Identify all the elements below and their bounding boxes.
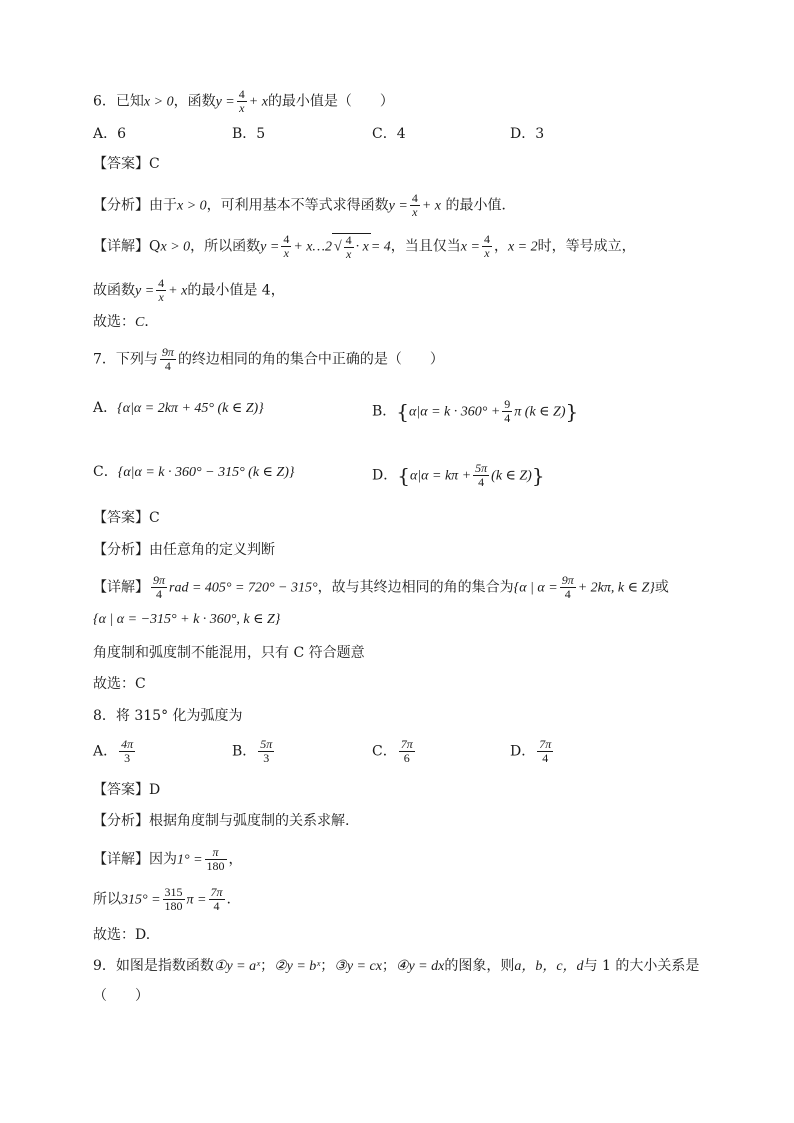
- q8-detail: 【详解】因为1° = $\frac{\pi}{180}$ ，: [93, 845, 243, 873]
- q9-paren: （ ）: [93, 988, 149, 1004]
- q6-option-d: D．3: [510, 126, 545, 142]
- q6-analysis: 【分析】由于x > 0，可利用基本不等式求得函数y = $\frac{4}{x}$ + x 的最小值．: [93, 191, 516, 219]
- q7-answer: 【答案】C: [93, 510, 160, 526]
- q7-stem: 7．下列与 $\frac{9\pi}{4}$ 的终边相同的角的集合中正确的是（ ）: [93, 345, 444, 373]
- q8-option-c: C． $\frac{7\pi}{6}$: [372, 737, 413, 765]
- q7-detail-set2: {α | α = −315° + k · 360°, k ∈ Z}: [93, 612, 281, 627]
- q7-option-d: D．{α|α = kπ + $\frac{5\pi}{4}$ (k ∈ Z)}: [372, 461, 545, 489]
- q6-option-c: C．4: [372, 126, 406, 142]
- q8-option-b: B． $\frac{5\pi}{3}$: [232, 737, 273, 765]
- q6-detail: 【详解】Qx > 0，所以函数y = $\frac{4}{x}$ + x…2 √ $\frac{4}{x}$ · x = 4，当且仅当x = $\frac{4}{x}$ ，x = 2时，等号成立，: [93, 232, 636, 261]
- q7-option-b: B．{α|α = k · 360° + $\frac{9}{4}$ π (k ∈ Z)}: [372, 397, 579, 425]
- q8-option-d: D． $\frac{7\pi}{4}$: [510, 737, 552, 765]
- q7-option-a: A．{α|α = 2kπ + 45° (k ∈ Z)}: [93, 400, 264, 416]
- q6-answer: 【答案】C: [93, 156, 160, 172]
- q8-choose: 故选：D.: [93, 927, 151, 943]
- q8-stem: 8．将 315° 化为弧度为: [93, 708, 243, 724]
- q8-so: 所以315° = $\frac{315}{180}$ π = $\frac{7\pi}{4}$ .: [93, 885, 231, 913]
- q6-stem: 6．已知x > 0，函数y = $\frac{4}{x}$ + x的最小值是（ ）: [93, 87, 394, 115]
- q8-answer: 【答案】D: [93, 782, 161, 798]
- q6-conclusion: 故函数y = $\frac{4}{x}$ + x的最小值是 4，: [93, 276, 285, 304]
- q7-analysis: 【分析】由任意角的定义判断: [93, 542, 275, 558]
- q7-choose: 故选：C: [93, 676, 146, 692]
- q6-choose: 故选：C．: [93, 314, 159, 330]
- q7-option-c: C．{α|α = k · 360° − 315° (k ∈ Z)}: [93, 464, 295, 480]
- q6-option-b: B．5: [232, 126, 266, 142]
- q7-note: 角度制和弧度制不能混用，只有 C 符合题意: [93, 645, 365, 661]
- q7-detail: 【详解】 $\frac{9\pi}{4}$ rad = 405° = 720° − 315°，故与其终边相同的角的集合为{α | α = $\frac{9\pi}{4}$ + 2kπ, k ∈ Z}或: [93, 573, 669, 601]
- q8-analysis: 【分析】根据角度制与弧度制的关系求解.: [93, 813, 350, 829]
- q8-option-a: A． $\frac{4\pi}{3}$: [93, 737, 134, 765]
- q9-stem: 9．如图是指数函数①y = aˣ；②y = bˣ；③y = cx；④y = dx的图象，则a，b，c，d与 1 的大小关系是: [93, 958, 700, 974]
- q6-option-a: A．6: [93, 126, 127, 142]
